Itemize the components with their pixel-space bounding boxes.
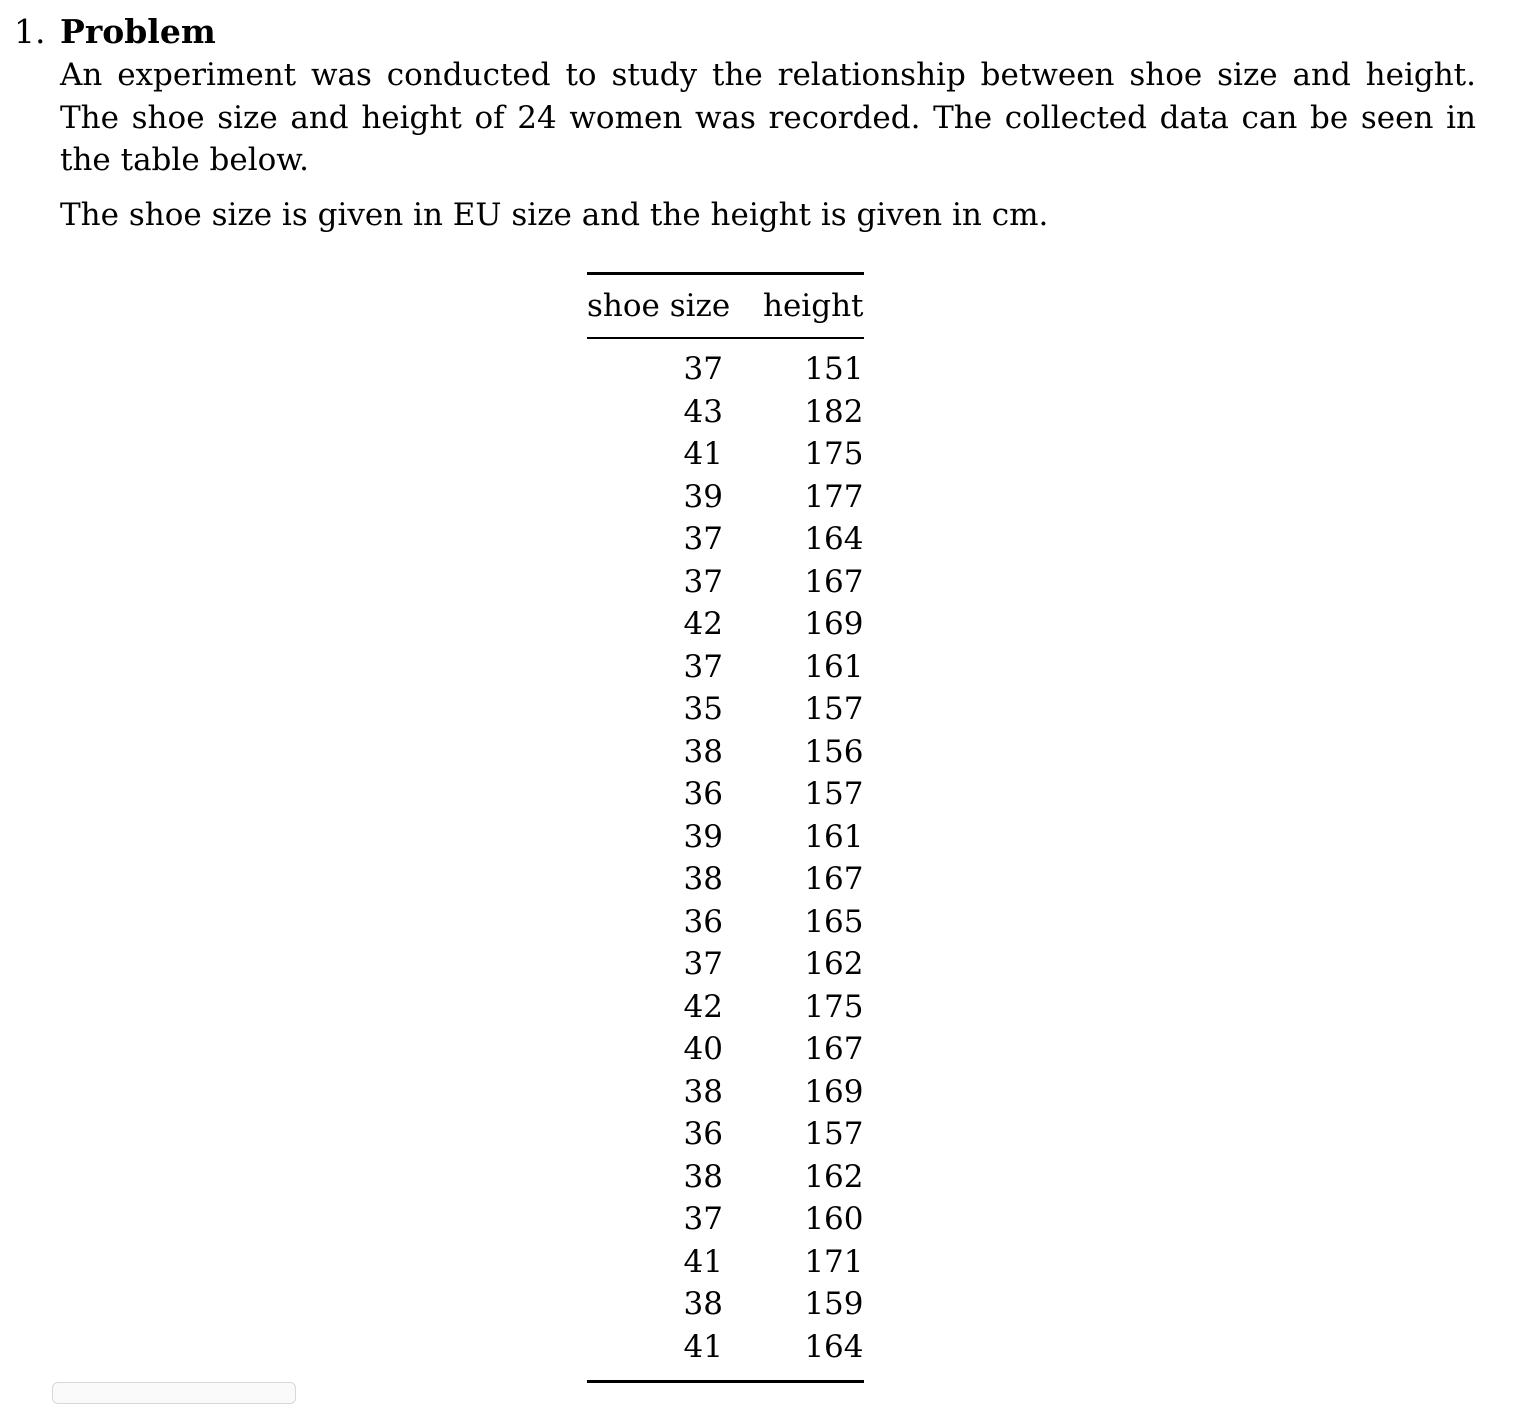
- header-shoe-size: shoe size: [587, 288, 731, 324]
- table-row: [587, 986, 864, 1029]
- cell-shoe-size: 38: [683, 733, 723, 770]
- cell-height: 167: [804, 861, 864, 897]
- table-row: [587, 1283, 864, 1326]
- cell-shoe-size: 43: [683, 393, 723, 430]
- table-row: [587, 646, 864, 689]
- header-height: height: [763, 288, 864, 324]
- cell-height: 167: [804, 563, 864, 600]
- table-row: [587, 1198, 864, 1241]
- cell-height: 157: [804, 691, 864, 727]
- table-row: [587, 433, 864, 476]
- cell-shoe-size: 37: [683, 521, 723, 557]
- cell-height: 151: [804, 351, 864, 387]
- cell-shoe-size: 38: [683, 1158, 723, 1195]
- cell-shoe-size: 37: [683, 946, 723, 982]
- cell-shoe-size: 36: [683, 1116, 723, 1152]
- table-row: [587, 1156, 864, 1199]
- table-header-row: [587, 274, 864, 339]
- cell-shoe-size: 37: [683, 1201, 723, 1237]
- cell-shoe-size: 38: [683, 861, 723, 897]
- table-row: [587, 1326, 864, 1382]
- table-row: [587, 1071, 864, 1114]
- cell-height: 165: [804, 903, 864, 940]
- cell-height: 160: [804, 1201, 864, 1237]
- table-row: [587, 518, 864, 561]
- table-row: [587, 943, 864, 986]
- cell-shoe-size: 42: [683, 606, 723, 642]
- table-row: [587, 731, 864, 774]
- cell-shoe-size: 41: [683, 436, 723, 472]
- cell-height: 156: [804, 733, 864, 770]
- table-row: [587, 476, 864, 519]
- table-row: [587, 1028, 864, 1071]
- table-row: [587, 338, 864, 391]
- scroll-thumb[interactable]: [52, 1382, 296, 1404]
- data-table: [587, 272, 864, 1383]
- table-row: [587, 858, 864, 901]
- table-row: [587, 391, 864, 434]
- cell-shoe-size: 36: [683, 776, 723, 812]
- cell-height: 164: [804, 521, 864, 557]
- table-body: [587, 338, 864, 1382]
- problem-title: Problem: [60, 12, 216, 51]
- table-row: [587, 603, 864, 646]
- cell-shoe-size: 37: [683, 351, 723, 387]
- table-row: [587, 901, 864, 944]
- table-row: [587, 773, 864, 816]
- table-row: [587, 688, 864, 731]
- cell-height: 167: [804, 1031, 864, 1067]
- cell-height: 175: [804, 436, 864, 472]
- cell-shoe-size: 37: [683, 563, 723, 600]
- cell-height: 157: [804, 1116, 864, 1152]
- cell-shoe-size: 41: [683, 1328, 723, 1365]
- cell-shoe-size: 41: [683, 1243, 723, 1280]
- cell-shoe-size: 40: [683, 1031, 723, 1067]
- cell-shoe-size: 38: [683, 1286, 723, 1322]
- cell-height: 175: [804, 988, 864, 1025]
- problem-note: The shoe size is given in EU size and the height is given in cm.: [60, 197, 1049, 233]
- problem-number: 1.: [14, 12, 46, 51]
- cell-shoe-size: 42: [683, 988, 723, 1025]
- table-row: [587, 816, 864, 859]
- cell-shoe-size: 35: [683, 691, 723, 727]
- table-row: [587, 1241, 864, 1284]
- cell-height: 164: [804, 1328, 864, 1365]
- cell-height: 161: [804, 648, 864, 685]
- cell-height: 162: [804, 946, 864, 982]
- cell-height: 169: [804, 606, 864, 642]
- cell-height: 159: [804, 1286, 864, 1322]
- cell-height: 161: [804, 818, 864, 855]
- cell-height: 177: [804, 478, 864, 515]
- cell-shoe-size: 36: [683, 903, 723, 940]
- cell-height: 182: [804, 393, 864, 430]
- cell-height: 157: [804, 776, 864, 812]
- cell-shoe-size: 38: [683, 1073, 723, 1110]
- cell-shoe-size: 37: [683, 648, 723, 685]
- cell-height: 162: [804, 1158, 864, 1195]
- problem-intro: An experiment was conducted to study the relationship between shoe size and height. The shoe size and height of 24 women was recorded. The collected data can be seen in the table below.: [60, 57, 1476, 178]
- cell-height: 171: [804, 1243, 864, 1280]
- cell-shoe-size: 39: [683, 818, 723, 855]
- table-row: [587, 1113, 864, 1156]
- table-row: [587, 561, 864, 604]
- cell-shoe-size: 39: [683, 478, 723, 515]
- cell-height: 169: [804, 1073, 864, 1110]
